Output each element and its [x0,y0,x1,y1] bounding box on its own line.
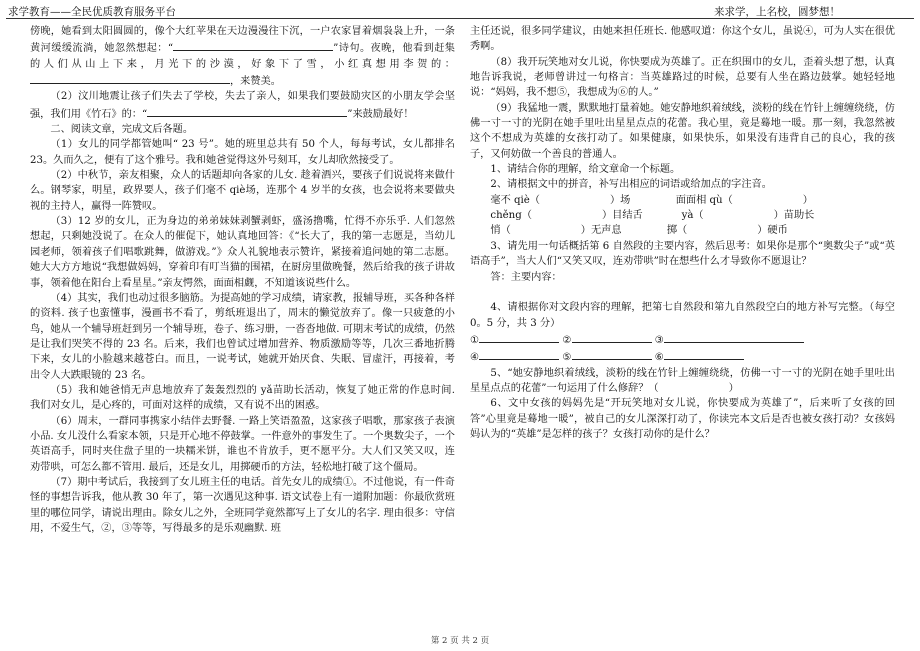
paragraph-5: （5）我和她爸悄无声息地放弃了轰轰烈烈的 yǎ苗助长活动，恢复了她正常的作息时间. 我们对女儿，是心疼的，可面对这样的成绩，又有说不出的困惑。 [30,384,455,412]
answer-blank[interactable] [664,348,744,360]
question-4-row-2: ④ ⑤ ⑥ [470,348,895,365]
question-5: 5、“她安静地织着绒线，淡粉的线在竹针上缠缠绕绕，仿佛一寸一寸的光阴在她手里吐出星星点点的花蕾”一句运用了什么修辞？（ ） [470,367,895,394]
answer-line[interactable] [470,285,895,300]
header-right: 来求学，上名校，圆梦想！ [714,6,840,18]
question-6: 6、文中女孩的妈妈先是“开玩笑地对女儿说，你快要成为英雄了”，后来听了女孩的回答”心里竟是蓦地一暖”，被自己的女儿深深打动了，你读完本文后是否也被女孩打动？女孩妈妈认为的“英雄”是怎样的孩子？女孩打动你的是什么？ [470,398,895,440]
right-column [470,24,895,442]
header-left: 求学教育——全民优质教育服务平台 [8,6,176,18]
question-3-answer: 答：主要内容： [490,271,562,283]
poem-question-2: （2）汶川地震让孩子们失去了学校，失去了亲人，如果我们要鼓励灾区的小朋友学会坚强，我们用《竹石》的：“ ”来鼓励最好！ [30,91,455,120]
page-footer: 第 2 页 共 2 页 [430,636,490,646]
question-1: 1、请结合你的理解，给文章命一个标题。 [490,164,681,176]
pinyin-row-1: 毫不 qiè（ ）场 面面相 qù（ ） [490,194,813,206]
answer-blank[interactable] [147,105,347,117]
paragraph-4: （4）其实，我们也动过很多脑筋。为提高她的学习成绩，请家教，报辅导班，买各种各样的资料. 孩子也蛮懂事，漫画书不看了，剪纸班退出了，周末的懒觉放弃了。像一只疲惫的小鸟，她从一个辅导班赶到另一个辅导班，卷子、练习册，一沓沓地做. 可期末考试的成绩，仍然是让我们哭笑不得的 23 名。后来，我们也曾试过增加营养、物质激励等等，几次三番地折腾下来，女儿的小脸越来越苍白。而且，一说考试，她就开始厌食、失眠、冒虚汗，再接着，考出令人大跌眼镜的 23 名。 [30,292,455,381]
paragraph-7-cont: 主任还说，很多同学建议，由她来担任班长. 他感叹道：你这个女儿，虽说④，可为人实在很优秀啊。 [470,26,895,53]
answer-blank[interactable] [664,331,804,343]
answer-blank[interactable] [173,39,333,51]
answer-blank[interactable] [572,331,652,343]
pinyin-row-3: 悄（ ）无声息 掷（ ）硬币 [490,225,788,237]
left-column [30,24,455,536]
question-4-row-1: ① ② ③ [470,331,895,348]
answer-blank[interactable] [30,72,230,84]
answer-blank[interactable] [572,348,652,360]
paragraph-7: （7）期中考试后，我接到了女儿班主任的电话。首先女儿的成绩①。不过他说，有一件奇怪的事想告诉我，他从教 30 年了，第一次遇见这种事. 语文试卷上有一道附加题：你最欣赏班里的哪位同学，请说出理由。除女儿之外，全班同学竟然都写上了女儿的名字. 理由很多：守信用，不爱生气，②，③等等，写得最多的是乐观幽默. 班 [30,476,455,534]
paragraph-6: （6）周末，一群同事携家小结伴去野餐. 一路上笑语盈盈，这家孩子唱歌，那家孩子表演小品. 女儿没什么看家本领，只是开心地不停鼓掌。一件意外的事发生了。一个奥数尖子，一个英语高手，同时夹住盘子里的一块糯米饼，谁也不肯放手，更不愿平分。大人们又笑又叹，连劝带哄，可怎么都不管用. 最后，还是女儿，用掷硬币的方法，轻松地打破了这个僵局。 [30,415,455,473]
section-heading: 二、阅读文章，完成文后各题。 [50,124,194,136]
answer-blank[interactable] [479,348,559,360]
question-4: 4、请根据你对文段内容的理解，把第七自然段和第九自然段空白的地方补写完整。（每空 0。5 分，共 3 分） [470,302,895,329]
answer-blank[interactable] [479,331,559,343]
paragraph-2: （2）中秋节，亲友相聚，众人的话题却向各家的儿女. 趁着酒兴，要孩子们说说将来做什么。钢琴家，明星，政界要人，孩子们毫不 qiè场，连那个 4 岁半的女孩，也会说将来要做央视的主持人，赢得一阵赞叹。 [30,170,455,212]
paragraph-1: （1）女儿的同学都管她叫“ 23 号”。她的班里总共有 50 个人，每每考试，女儿都排名 23。久而久之，便有了这个雅号。我和她爸觉得这外号刻耳，女儿却欣然接受了。 [30,139,455,166]
pinyin-row-2: chěng（ ）目结舌 yà（ ）苗助长 [490,210,815,222]
question-2: 2、请根据文中的拼音，补写出相应的词语或给加点的字注音。 [490,179,772,191]
paragraph-9: （9）我猛地一震，默默地打量着她。她安静地织着绒线，淡粉的线在竹针上缠缠绕绕，仿佛一寸一寸的光阴在她手里吐出星星点点的花蕾。我心里，竟是蓦地一暖。那一刻，我忽然被这个不想成为英雄的女孩打动了。如果健康，如果快乐，如果没有违背自己的良心，我的孩子，又何妨做一个善良的普通人。 [470,102,895,160]
poem-question-1: 傍晚，她看到太阳圆圆的，像个大红苹果在天边漫漫往下沉，一户农家冒着烟袅袅上升，一条黄河缓缓流淌，她忽然想起：“ ”诗句。夜晚，他看到赶集的人们从山上下来，月光下的沙漠，好象下了雪，小红真想用李贺的：，来赞美。 [30,26,455,88]
header-rule [6,18,914,19]
paragraph-3: （3）12 岁的女儿，正为身边的弟弟妹妹剥蟹剥虾，盛汤撸嘴，忙得不亦乐乎. 人们忽然想起，只剩她没说了。在众人的催促下，她认真地回答：《“长大了，我的第一志愿是，当幼儿园老师，领着孩子们唱歌跳舞，做游戏。”》众人礼貌地表示赞许，紧接着追问她的第二志愿。她大大方方地说“我想做妈妈，穿着印有叮当猫的围裙，在厨房里做晚餐，然后给我的孩子讲故事，领着他在阳台上看星星。”亲友愕然，面面相觑，不知道该说些什么。 [30,216,455,289]
question-3: 3、请先用一句话概括第 6 自然段的主要内容，然后思考：如果你是那个“奥数尖子”或“英语高手”，当大人们“又笑又叹，连劝带哄”时在想些什么才导致你不愿退让？ [470,240,895,268]
paragraph-8: （8）我开玩笑地对女儿说，你快要成为英雄了。正在织围巾的女儿，歪着头想了想，认真地告诉我说，老师曾讲过一句格言：当英雄路过的时候，总要有人坐在路边鼓掌。她轻轻地说：“妈妈，我不想⑤，我想成为⑥的人。” [470,56,895,99]
